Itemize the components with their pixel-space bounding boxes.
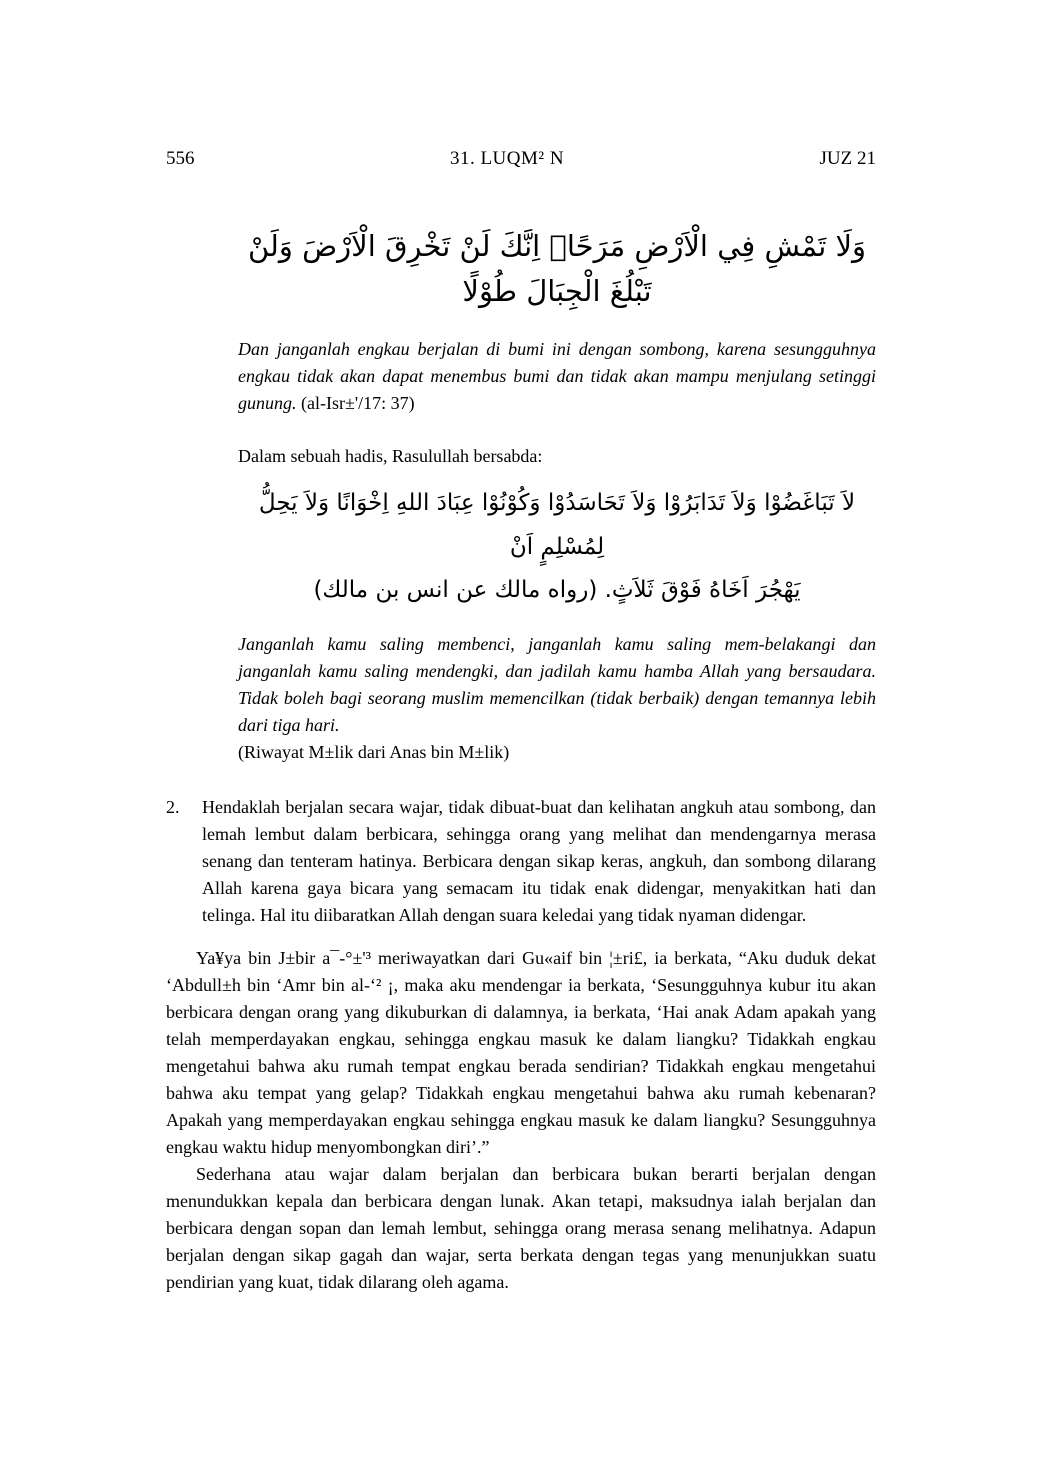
hadith-arabic [238, 482, 876, 613]
body-paragraph-2: Sederhana atau wajar dalam berjalan dan berbicara bukan berarti berjalan dengan menundukkan kepala dan berbicara dengan lunak. Akan tetapi, maksudnya ialah berjalan dan berbicara dengan sopan dan lemah lembut, sehingga orang merasa senang melihatnya. Adapun berjalan dengan sikap gagah dan wajar, serta berkata dengan tegas yang menunjukkan suatu pendirian yang kuat, tidak dilarang oleh agama. [166, 1163, 876, 1292]
numbered-item [166, 794, 876, 929]
body-paragraph-1: Ya¥ya bin J±bir a¯-°±'³ meriwayatkan dari Gu«aif bin ¦±ri£, ia berkata, “Aku duduk dekat ‘Abdull±h bin ‘Amr bin al-‘² ¡, maka aku mendengar ia berkata, ‘Sesungguhnya kubur itu akan berbicara dengan orang yang dikuburkan di dalamnya, ia berkata, ‘Hai anak Adam apakah yang telah memperdayakan engkau, sehingga engkau masuk ke dalam liangku? Tidakkah engkau mengetahui bahwa aku rumah tempat engkau berada sendirian? Tidakkah engkau mengetahui bahwa aku tempat yang gelap? Tidakkah engkau mengetahui bahwa aku rumah kebenaran? Apakah yang memperdayakan engkau sehingga engkau masuk ke dalam liangku? Sesungguhnya engkau waktu hidup menyombongkan diri’.” [166, 947, 876, 1157]
verse-translation [238, 336, 876, 417]
hadith-translation-text: Janganlah kamu saling membenci, janganlah kamu saling mem-belakangi dan janganlah kamu saling mendengki, dan jadilah kamu hamba Allah yang bersaudara. Tidak boleh bagi seorang muslim memencilkan (tidak berbaik) dengan temannya lebih dari tiga hari. [238, 633, 876, 735]
hadith-intro: Dalam sebuah hadis, Rasulullah bersabda: [238, 445, 543, 466]
hadith-translation [238, 631, 876, 766]
running-header [166, 148, 876, 170]
verse-citation: (al-Isr±'/17: 37) [301, 392, 415, 413]
verse-translation-text: Dan janganlah engkau berjalan di bumi ini dengan sombong, karena sesungguhnya engkau tidak akan dapat menembus bumi dan tidak akan mampu menjulang setinggi gunung. [238, 338, 876, 413]
item-text: Hendaklah berjalan secara wajar, tidak dibuat-buat dan kelihatan angkuh atau sombong, dan lemah lembut dalam berbicara, sehingga orang yang melihat dan mendengarnya merasa senang dan tenteram hatinya. Berbicara dengan sikap keras, angkuh, dan sombong dilarang Allah karena gaya bicara yang semacam itu tidak enak didengar, menyakitkan hati dan telinga. Hal itu diibaratkan Allah dengan suara keledai yang tidak nyaman didengar. [202, 796, 876, 925]
surah-title: 31. LUQM² N [449, 148, 565, 169]
page-number: 556 [166, 148, 195, 169]
hadith-citation: (Riwayat M±lik dari Anas bin M±lik) [238, 741, 510, 762]
juz-label: JUZ 21 [819, 148, 876, 169]
item-number: 2. [166, 796, 180, 817]
hadith-arabic-line1: لاَ تَبَاغَضُوْا وَلاَ تَدَابَرُوْا وَلاَ تَحَاسَدُوْا وَكُوْنُوْا عِبَادَ اللهِ اِخْوَانًا وَلاَ يَحِلُّ لِمُسْلِمٍ اَنْ [258, 489, 856, 560]
quran-verse-arabic: وَلَا تَمْشِ فِي الْاَرْضِ مَرَحًاۚ اِنَّكَ لَنْ تَخْرِقَ الْاَرْضَ وَلَنْ تَبْلُغَ الْجِبَالَ طُوْلًا [247, 229, 867, 308]
page-content [166, 148, 876, 1296]
hadith-arabic-line2: يَهْجُرَ اَخَاهُ فَوْقَ ثَلاَثٍ. (رواه مالك عن انس بن مالك) [313, 577, 801, 604]
